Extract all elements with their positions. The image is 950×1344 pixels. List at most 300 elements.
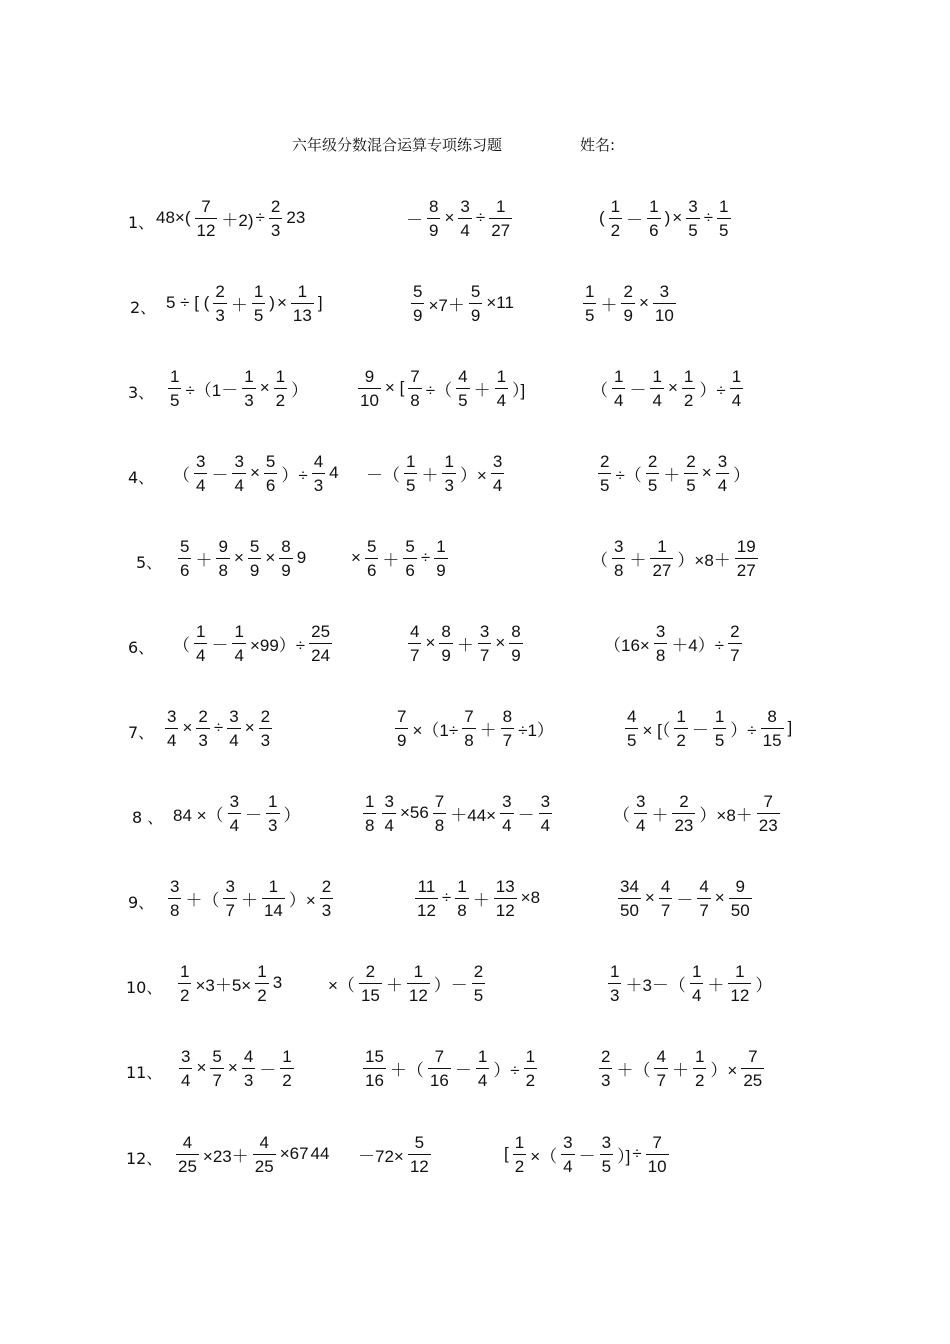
- numerator: 9: [735, 876, 745, 896]
- numerator: 1: [614, 366, 624, 386]
- fraction: [728, 963, 751, 1004]
- denominator: 12: [407, 983, 430, 1004]
- numerator: 8: [441, 621, 451, 641]
- expression-text: －: [629, 380, 647, 400]
- fraction: [428, 1048, 451, 1089]
- fraction: [442, 453, 455, 494]
- numerator: 13: [495, 876, 515, 896]
- denominator: 8: [168, 898, 181, 919]
- numerator: 2: [215, 281, 225, 301]
- denominator: 12: [415, 898, 438, 919]
- numerator: 3: [460, 196, 470, 216]
- expression: [360, 1040, 540, 1096]
- denominator: 6: [647, 218, 660, 239]
- fraction: [168, 878, 181, 919]
- expression: [162, 700, 275, 756]
- numerator: 3: [636, 791, 646, 811]
- numerator: 1: [365, 791, 375, 811]
- numerator: 1: [196, 621, 206, 641]
- numerator: 1: [477, 1046, 488, 1066]
- fraction: [697, 878, 710, 919]
- denominator: 4: [561, 1154, 574, 1175]
- fraction: [168, 368, 181, 409]
- problem-number: 6、: [128, 638, 155, 657]
- expression: [165, 870, 336, 926]
- fraction: [395, 708, 408, 749]
- expression-text: × [（: [642, 720, 671, 740]
- numerator: 4: [699, 876, 709, 896]
- denominator: 25: [741, 1068, 764, 1089]
- numerator: 1: [525, 1046, 536, 1066]
- denominator: 5: [583, 303, 596, 324]
- fraction: [735, 538, 758, 579]
- expression-text: ×56: [399, 803, 429, 822]
- denominator: 4: [539, 813, 552, 834]
- numerator: 25: [311, 621, 331, 641]
- denominator: 7: [654, 1068, 667, 1089]
- expression-text: ）: [733, 465, 751, 485]
- numerator: 3: [229, 791, 240, 811]
- expression-text: －72×: [358, 1146, 404, 1166]
- fraction: [279, 538, 292, 579]
- expression-text: ×: [714, 888, 725, 907]
- fraction: [309, 623, 332, 664]
- problem-number: 12、: [126, 1149, 163, 1168]
- expression-text: ＋4）÷: [671, 635, 725, 655]
- problem-number: 1、: [128, 213, 155, 232]
- fraction: [252, 283, 265, 324]
- problem-number: 11、: [126, 1063, 163, 1082]
- numerator: 3: [540, 791, 551, 811]
- expression-text: ÷（: [615, 465, 642, 485]
- expression-text: ＋: [385, 975, 403, 995]
- numerator: 8: [767, 706, 777, 726]
- expression-text: ÷: [420, 548, 431, 567]
- numerator: 8: [511, 621, 521, 641]
- denominator: 4: [634, 813, 647, 834]
- fraction: [513, 1134, 526, 1175]
- numerator: 8: [281, 536, 291, 556]
- expression: [355, 360, 526, 416]
- problem-row: [0, 530, 950, 590]
- denominator: 4: [232, 473, 245, 494]
- fraction: [415, 878, 438, 919]
- denominator: 2: [280, 1068, 293, 1089]
- expression-text: ×: [644, 888, 655, 907]
- fraction: [439, 623, 452, 664]
- expression-text: ＋: [240, 890, 258, 910]
- fraction: [612, 538, 625, 579]
- denominator: 6: [365, 558, 378, 579]
- fraction: [716, 453, 729, 494]
- denominator: 5: [625, 728, 638, 749]
- problem-row: [0, 700, 950, 760]
- numerator: 9: [218, 536, 228, 556]
- numerator: 2: [600, 451, 610, 471]
- fraction: [232, 623, 245, 664]
- worksheet-title: 六年级分数混合运算专项练习题: [292, 136, 503, 154]
- denominator: 4: [458, 218, 471, 239]
- denominator: 4: [194, 643, 207, 664]
- fraction: [686, 198, 699, 239]
- numerator: 2: [198, 706, 208, 726]
- denominator: 6: [264, 473, 277, 494]
- numerator: 4: [660, 876, 671, 896]
- denominator: 25: [176, 1154, 199, 1175]
- fraction: [491, 453, 504, 494]
- expression-text: （: [613, 805, 630, 825]
- numerator: 3: [601, 1132, 612, 1152]
- numerator: 2: [473, 961, 484, 981]
- fraction: [312, 453, 325, 494]
- problem-row: [0, 1040, 950, 1100]
- denominator: 3: [320, 898, 333, 919]
- expression-text: ）×: [288, 890, 316, 910]
- expression-text: ＋（: [185, 890, 220, 910]
- denominator: 8: [216, 558, 229, 579]
- denominator: 5: [252, 303, 265, 324]
- fraction: [495, 368, 508, 409]
- numerator: 1: [719, 196, 729, 216]
- expression: [360, 785, 555, 841]
- numerator: 7: [397, 706, 407, 726]
- problem-number: 7、: [128, 723, 155, 742]
- denominator: 2: [609, 218, 622, 239]
- denominator: 4: [165, 728, 178, 749]
- denominator: 3: [266, 813, 279, 834]
- expression-text: ÷1）: [518, 720, 554, 740]
- denominator: 2: [524, 1068, 537, 1089]
- fraction: [264, 453, 277, 494]
- fraction: [196, 708, 209, 749]
- fraction: [365, 538, 378, 579]
- denominator: 4: [491, 473, 504, 494]
- denominator: 5: [686, 218, 699, 239]
- numerator: 11: [417, 876, 436, 896]
- expression-text: ）]: [617, 1146, 631, 1166]
- expression-text: ）÷: [281, 465, 308, 485]
- denominator: 2: [513, 1154, 526, 1175]
- numerator: 5: [414, 1132, 425, 1152]
- numerator: 3: [384, 791, 394, 811]
- expression-text: ＋3－（: [625, 975, 686, 995]
- numerator: 1: [297, 281, 308, 301]
- expression-text: 44: [310, 1144, 330, 1163]
- denominator: 2: [693, 1068, 706, 1089]
- fraction: [262, 878, 285, 919]
- denominator: 14: [262, 898, 285, 919]
- expression-text: 9: [296, 548, 307, 567]
- expression: [615, 870, 755, 926]
- fraction: [618, 878, 641, 919]
- expression: [598, 190, 734, 246]
- expression-text: ）×: [710, 1060, 738, 1080]
- numerator: 1: [234, 621, 244, 641]
- problem-number: 2、: [130, 298, 157, 317]
- fraction: [456, 368, 469, 409]
- numerator: 5: [413, 281, 423, 301]
- expression: [173, 1126, 330, 1182]
- fraction: [684, 453, 697, 494]
- problem-row: [0, 785, 950, 845]
- numerator: 7: [201, 196, 211, 216]
- denominator: 2: [178, 983, 191, 1004]
- numerator: 1: [676, 706, 686, 726]
- numerator: 2: [679, 791, 689, 811]
- numerator: 1: [694, 1046, 705, 1066]
- expression: [155, 190, 306, 246]
- fraction: [653, 283, 676, 324]
- fraction: [194, 623, 207, 664]
- denominator: 9: [279, 558, 292, 579]
- numerator: 1: [495, 196, 506, 216]
- expression-text: ×67: [279, 1144, 309, 1163]
- fraction: [411, 283, 424, 324]
- fraction: [358, 368, 381, 409]
- denominator: 5: [717, 218, 730, 239]
- denominator: 8: [363, 813, 376, 834]
- fraction: [650, 538, 673, 579]
- fraction: [408, 368, 421, 409]
- expression-text: ×7＋: [428, 295, 465, 315]
- fraction: [646, 1134, 669, 1175]
- expression: [175, 530, 307, 586]
- numerator: 1: [253, 281, 264, 301]
- fraction: [248, 538, 261, 579]
- expression-text: ）: [283, 805, 301, 825]
- fraction: [600, 1134, 613, 1175]
- denominator: 4: [690, 983, 703, 1004]
- denominator: 9: [411, 303, 424, 324]
- denominator: 6: [178, 558, 191, 579]
- fraction: [455, 878, 468, 919]
- expression: [176, 1040, 297, 1096]
- expression-text: ）÷: [493, 1060, 520, 1080]
- expression: [405, 190, 515, 246]
- denominator: 4: [716, 473, 729, 494]
- fraction: [320, 878, 333, 919]
- numerator: 3: [229, 706, 239, 726]
- denominator: 3: [242, 388, 255, 409]
- fraction: [646, 453, 659, 494]
- denominator: 9: [469, 303, 482, 324]
- expression-text: ×23＋: [202, 1146, 249, 1166]
- expression-text: ＋: [671, 1060, 689, 1080]
- numerator: 5: [366, 536, 377, 556]
- denominator: 4: [730, 388, 743, 409]
- expression: [605, 955, 773, 1011]
- expression-text: ×11: [486, 293, 514, 312]
- numerator: 3: [170, 876, 180, 896]
- fraction: [433, 793, 446, 834]
- fraction: [469, 283, 482, 324]
- fraction: [476, 1048, 489, 1089]
- numerator: 7: [652, 1132, 662, 1152]
- fraction: [472, 963, 485, 1004]
- denominator: 7: [223, 898, 236, 919]
- fraction: [434, 538, 447, 579]
- denominator: 4: [232, 643, 245, 664]
- denominator: 5: [404, 473, 417, 494]
- numerator: 1: [170, 366, 180, 386]
- numerator: 1: [244, 366, 254, 386]
- expression-text: 48×(: [156, 208, 191, 227]
- numerator: 1: [514, 1132, 525, 1152]
- fraction: [363, 1048, 386, 1089]
- expression-text: ×: [276, 293, 287, 312]
- expression-text: ×（: [328, 975, 355, 995]
- numerator: 8: [429, 196, 439, 216]
- fraction: [291, 283, 314, 324]
- numerator: 2: [623, 281, 633, 301]
- denominator: 2: [682, 388, 695, 409]
- expression: [405, 615, 526, 671]
- fraction: [539, 793, 552, 834]
- expression-text: ]: [317, 293, 323, 312]
- numerator: 5: [180, 536, 190, 556]
- numerator: 2: [321, 876, 332, 896]
- numerator: 3: [502, 791, 512, 811]
- problem-number: 4、: [128, 468, 155, 487]
- expression: [590, 360, 746, 416]
- fraction: [647, 198, 660, 239]
- denominator: 3: [242, 1068, 255, 1089]
- expression-text: ÷（: [425, 380, 453, 400]
- expression-text: 4: [329, 463, 339, 482]
- numerator: 3: [479, 621, 490, 641]
- expression-text: ×99）÷: [249, 635, 306, 655]
- numerator: 3: [563, 1132, 573, 1152]
- fraction: [195, 198, 218, 239]
- expression: [590, 530, 761, 586]
- numerator: 7: [763, 791, 773, 811]
- denominator: 3: [599, 1068, 612, 1089]
- fraction: [242, 1048, 255, 1089]
- expression-text: －: [578, 1146, 596, 1166]
- fraction: [509, 623, 522, 664]
- expression-text: ＋: [707, 975, 725, 995]
- numerator: 5: [470, 281, 481, 301]
- denominator: 25: [253, 1154, 276, 1175]
- expression-text: ×: [182, 718, 193, 737]
- fraction: [761, 708, 784, 749]
- fraction: [599, 1048, 612, 1089]
- numerator: 1: [257, 961, 267, 981]
- numerator: 3: [492, 451, 503, 471]
- numerator: 5: [265, 451, 276, 471]
- denominator: 12: [728, 983, 751, 1004]
- denominator: 4: [227, 728, 240, 749]
- denominator: 8: [462, 728, 475, 749]
- fraction: [194, 453, 207, 494]
- numerator: 15: [365, 1046, 384, 1066]
- denominator: 10: [653, 303, 676, 324]
- expression-text: ×: [265, 548, 276, 567]
- fraction: [621, 283, 634, 324]
- numerator: 4: [656, 1046, 666, 1066]
- expression-text: ×（: [530, 1146, 558, 1166]
- expression-text: （: [591, 550, 608, 570]
- fraction: [693, 1048, 706, 1089]
- expression-text: ）÷: [699, 380, 726, 400]
- numerator: 1: [610, 196, 621, 216]
- denominator: 13: [291, 303, 314, 324]
- problem-number: 8 、: [132, 808, 164, 827]
- numerator: 1: [731, 366, 742, 386]
- expression-text: ×: [259, 378, 270, 397]
- fraction: [363, 793, 376, 834]
- denominator: 27: [489, 218, 512, 239]
- numerator: 5: [212, 1046, 222, 1066]
- denominator: 5: [646, 473, 659, 494]
- expression: [412, 870, 541, 926]
- numerator: 3: [234, 451, 244, 471]
- problem-row: [0, 360, 950, 420]
- expression-text: ＋（: [389, 1060, 424, 1080]
- expression-text: (: [599, 208, 605, 227]
- fraction: [178, 963, 191, 1004]
- fraction: [176, 1134, 199, 1175]
- expression-text: ×8: [520, 888, 541, 907]
- fraction: [561, 1134, 574, 1175]
- fraction: [462, 708, 475, 749]
- expression-text: －: [211, 465, 229, 485]
- denominator: 23: [757, 813, 780, 834]
- expression-text: ＋: [421, 465, 439, 485]
- expression-text: 3: [272, 973, 283, 992]
- expression-text: ): [664, 208, 671, 227]
- fraction: [216, 538, 229, 579]
- denominator: 8: [408, 388, 421, 409]
- numerator: 1: [413, 961, 424, 981]
- problem-number: 3、: [128, 383, 155, 402]
- numerator: 3: [181, 1046, 191, 1066]
- fraction: [213, 283, 226, 324]
- numerator: 4: [259, 1132, 269, 1152]
- expression-text: ）: [291, 380, 309, 400]
- expression-text: －: [626, 210, 644, 230]
- expression-text: （: [591, 380, 608, 400]
- expression: [612, 785, 783, 841]
- denominator: 23: [672, 813, 695, 834]
- expression-text: [: [504, 1144, 509, 1163]
- denominator: 50: [618, 898, 641, 919]
- denominator: 15: [359, 983, 382, 1004]
- numerator: 7: [464, 706, 474, 726]
- expression-text: ）×: [459, 465, 487, 485]
- expression-text: ＋: [230, 295, 248, 315]
- numerator: 1: [268, 791, 278, 811]
- numerator: 3: [167, 706, 177, 726]
- denominator: 4: [179, 1068, 192, 1089]
- fraction: [165, 708, 178, 749]
- expression: [357, 1126, 434, 1182]
- denominator: 3: [213, 303, 226, 324]
- fraction: [713, 708, 726, 749]
- expression: [408, 275, 515, 331]
- denominator: 50: [729, 898, 752, 919]
- expression-text: －（: [366, 465, 400, 485]
- expression: [392, 700, 555, 756]
- fraction: [728, 623, 741, 664]
- expression-text: ÷: [441, 888, 452, 907]
- denominator: 16: [363, 1068, 386, 1089]
- fraction: [609, 198, 622, 239]
- expression: [365, 445, 507, 501]
- expression-text: ＋: [473, 380, 491, 400]
- expression-text: ＋: [479, 720, 497, 740]
- numerator: 1: [649, 196, 659, 216]
